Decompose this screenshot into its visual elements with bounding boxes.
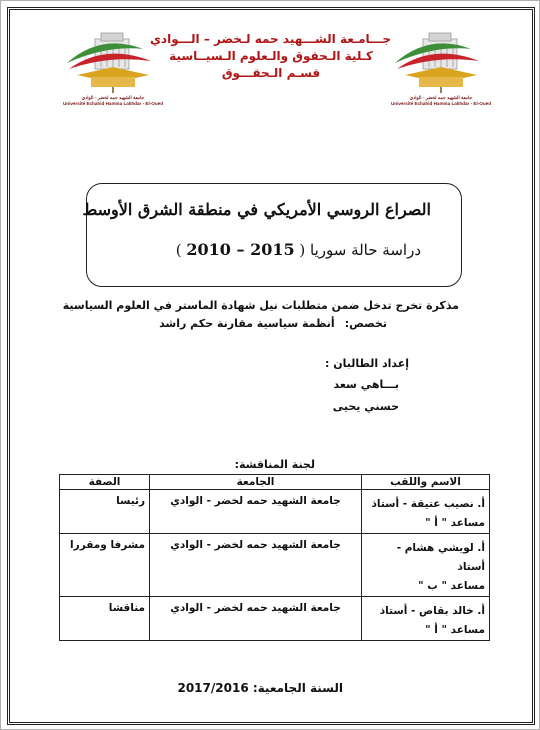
member-name: أ. خالد بقاص - أستاذ [379,605,485,617]
specialization-line [159,317,387,330]
table-header-row [60,475,490,490]
prepared-by-label: إعداد الطالبان : [325,357,409,370]
column-header-role: الصفة [60,475,150,490]
department-name: قسـم الـحقـــوق [221,66,321,80]
logo-caption-french: Université Echahid Hamma Lakhdar - El-Oued [62,101,164,106]
faculty-name: كـلية الـحقوق والـعلوم الـسيــاسية [169,49,373,63]
member-role: مشرفا ومقررا [60,534,150,597]
member-name-cell [362,490,490,534]
column-header-name: الاسم واللقب [362,475,490,490]
committee-label: لجنة المناقشة: [234,458,315,471]
case-study-suffix: ) [175,241,182,259]
case-study-prefix: دراسة حالة سوريا ( [299,241,421,259]
thesis-subtitle [176,240,421,259]
table-row [60,597,490,641]
case-study-years: 2010 – 2015 [186,240,295,259]
specialization-value: أنظمة سياسية مقارنة حكم راشد [159,317,335,330]
university-name: جـــامـعة الشـــهيد حمه لـخضر – الـــوادي [149,32,391,46]
member-university: جامعة الشهيد حمه لخضر - الوادي [150,597,362,641]
table-row [60,490,490,534]
student-name: بـــاهي سعد [333,378,399,391]
logo-caption-french: Université Echahid Hamma Lakhdar - El-Oued [390,101,492,106]
thesis-title-box [82,183,462,287]
academic-year-value: 2017/2016 [177,681,249,695]
member-rank: مساعد " ب " [418,580,485,592]
student-name: حسني يحيى [332,400,399,413]
thesis-title: الصراع الروسي الأمريكي في منطقة الشرق الأوسط [82,200,431,219]
member-name: أ. نصيب عتيقة - أستاذ [371,498,485,510]
logo-caption-arabic: جامعة الشهيد حمه لخضر - الوادي [409,95,473,100]
member-university: جامعة الشهيد حمه لخضر - الوادي [150,490,362,534]
university-logo-graphic [389,27,493,95]
member-role: رئيسا [60,490,150,534]
member-rank: مساعد " أ " [425,517,485,529]
member-university: جامعة الشهيد حمه لخضر - الوادي [150,534,362,597]
member-name: أ. لويشي هشام - أستاذ [396,542,485,573]
specialization-label: تخصص: [344,317,387,330]
institution-header [151,31,391,82]
member-rank: مساعد " أ " [425,624,485,636]
university-logo-right [389,27,493,107]
member-role: مناقشا [60,597,150,641]
academic-year [177,681,343,695]
memo-purpose: مذكرة تخرج تدخل ضمن متطلبات نيل شهادة الماستر في العلوم السياسية [62,299,459,312]
table-row [60,534,490,597]
member-name-cell [362,597,490,641]
member-name-cell [362,534,490,597]
column-header-university: الجامعة [150,475,362,490]
committee-table [59,474,490,641]
logo-caption-arabic: جامعة الشهيد حمه لخضر - الوادي [81,95,145,100]
academic-year-label: السنة الجامعية: [252,681,343,695]
